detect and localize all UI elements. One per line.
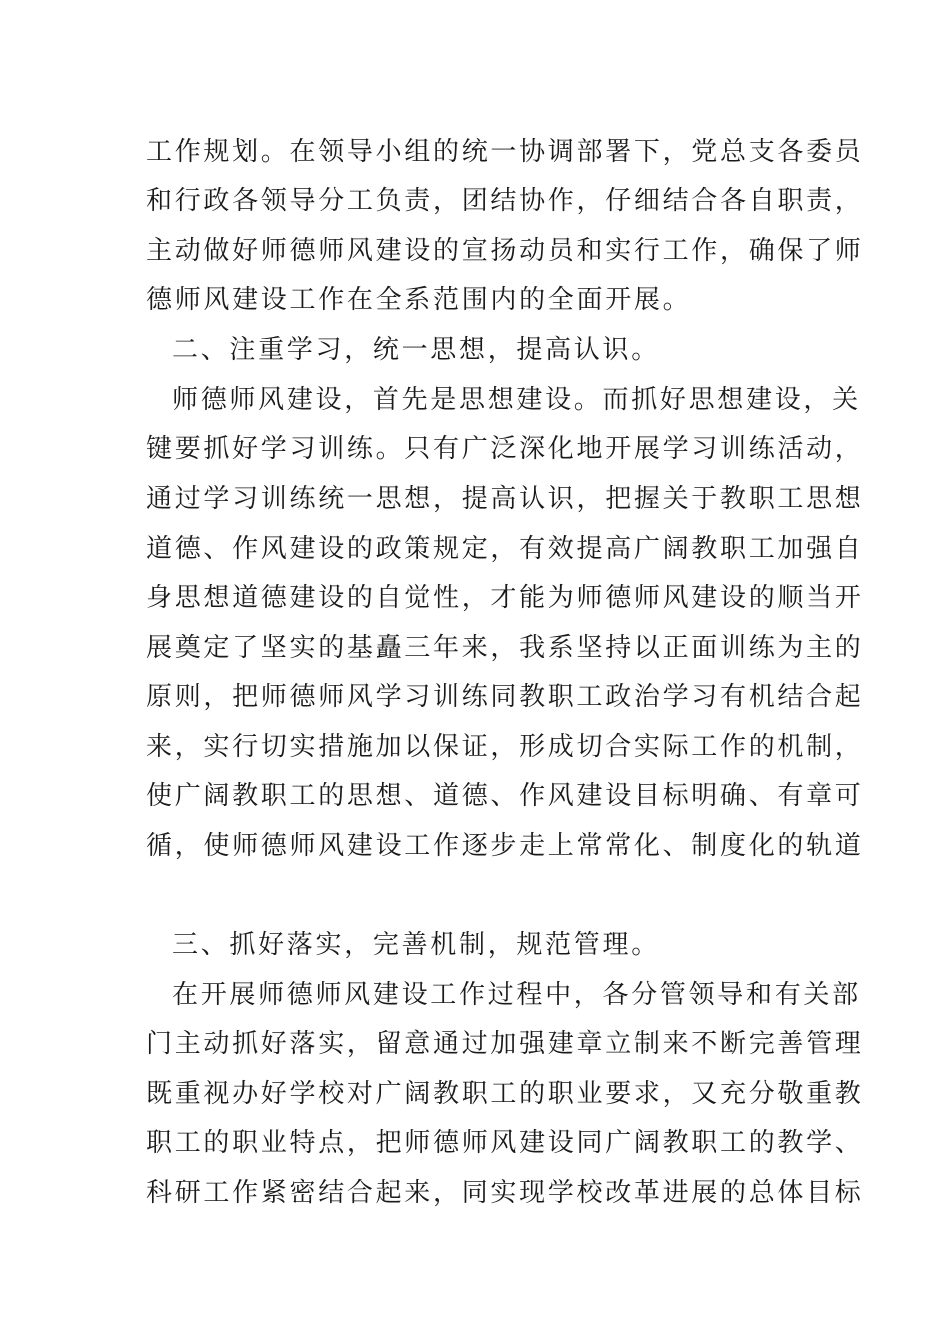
paragraph-line: 在开展师德师风建设工作过程中，各分管领导和有关部 [172,980,861,1010]
paragraph-line: 循，使师德师风建设工作逐步走上常常化、制度化的轨道 [146,831,864,861]
paragraph-line: 身思想道德建设的自觉性，才能为师德师风建设的顺当开 [146,583,864,613]
paragraph-line: 职工的职业特点，把师德师风建设同广阔教职工的教学、 [146,1128,864,1158]
paragraph-line: 原则，把师德师风学习训练同教职工政治学习有机结合起 [146,682,864,712]
paragraph-line: 道德、作风建设的政策规定，有效提高广阔教职工加强自 [146,534,864,564]
paragraph-line: 门主动抓好落实，留意通过加强建章立制来不断完善管理 [146,1029,864,1059]
paragraph-line: 使广阔教职工的思想、道德、作风建设目标明确、有章可 [146,781,864,811]
paragraph-line: 师德师风建设，首先是思想建设。而抓好思想建设，关 [172,385,861,415]
paragraph-line: 德师风建设工作在全系范围内的全面开展。 [146,285,692,315]
paragraph-line: 展奠定了坚实的基矗三年来，我系坚持以正面训练为主的 [146,633,864,663]
paragraph-line: 科研工作紧密结合起来，同实现学校改革进展的总体目标 [146,1178,864,1208]
paragraph-line: 工作规划。在领导小组的统一协调部署下，党总支各委员 [146,137,864,167]
paragraph-line: 通过学习训练统一思想，提高认识，把握关于教职工思想 [146,484,864,514]
paragraph-line: 既重视办好学校对广阔教职工的职业要求，又充分敬重教 [146,1079,864,1109]
paragraph-line: 主动做好师德师风建设的宣扬动员和实行工作，确保了师 [146,236,864,266]
section-heading: 二、注重学习，统一思想，提高认识。 [172,335,660,365]
section-heading: 三、抓好落实，完善机制，规范管理。 [172,930,660,960]
paragraph-line: 和行政各领导分工负责，团结协作，仔细结合各自职责， [146,186,864,216]
paragraph-line: 来，实行切实措施加以保证，形成切合实际工作的机制， [146,732,864,762]
paragraph-line: 键要抓好学习训练。只有广泛深化地开展学习训练活动， [146,434,864,464]
